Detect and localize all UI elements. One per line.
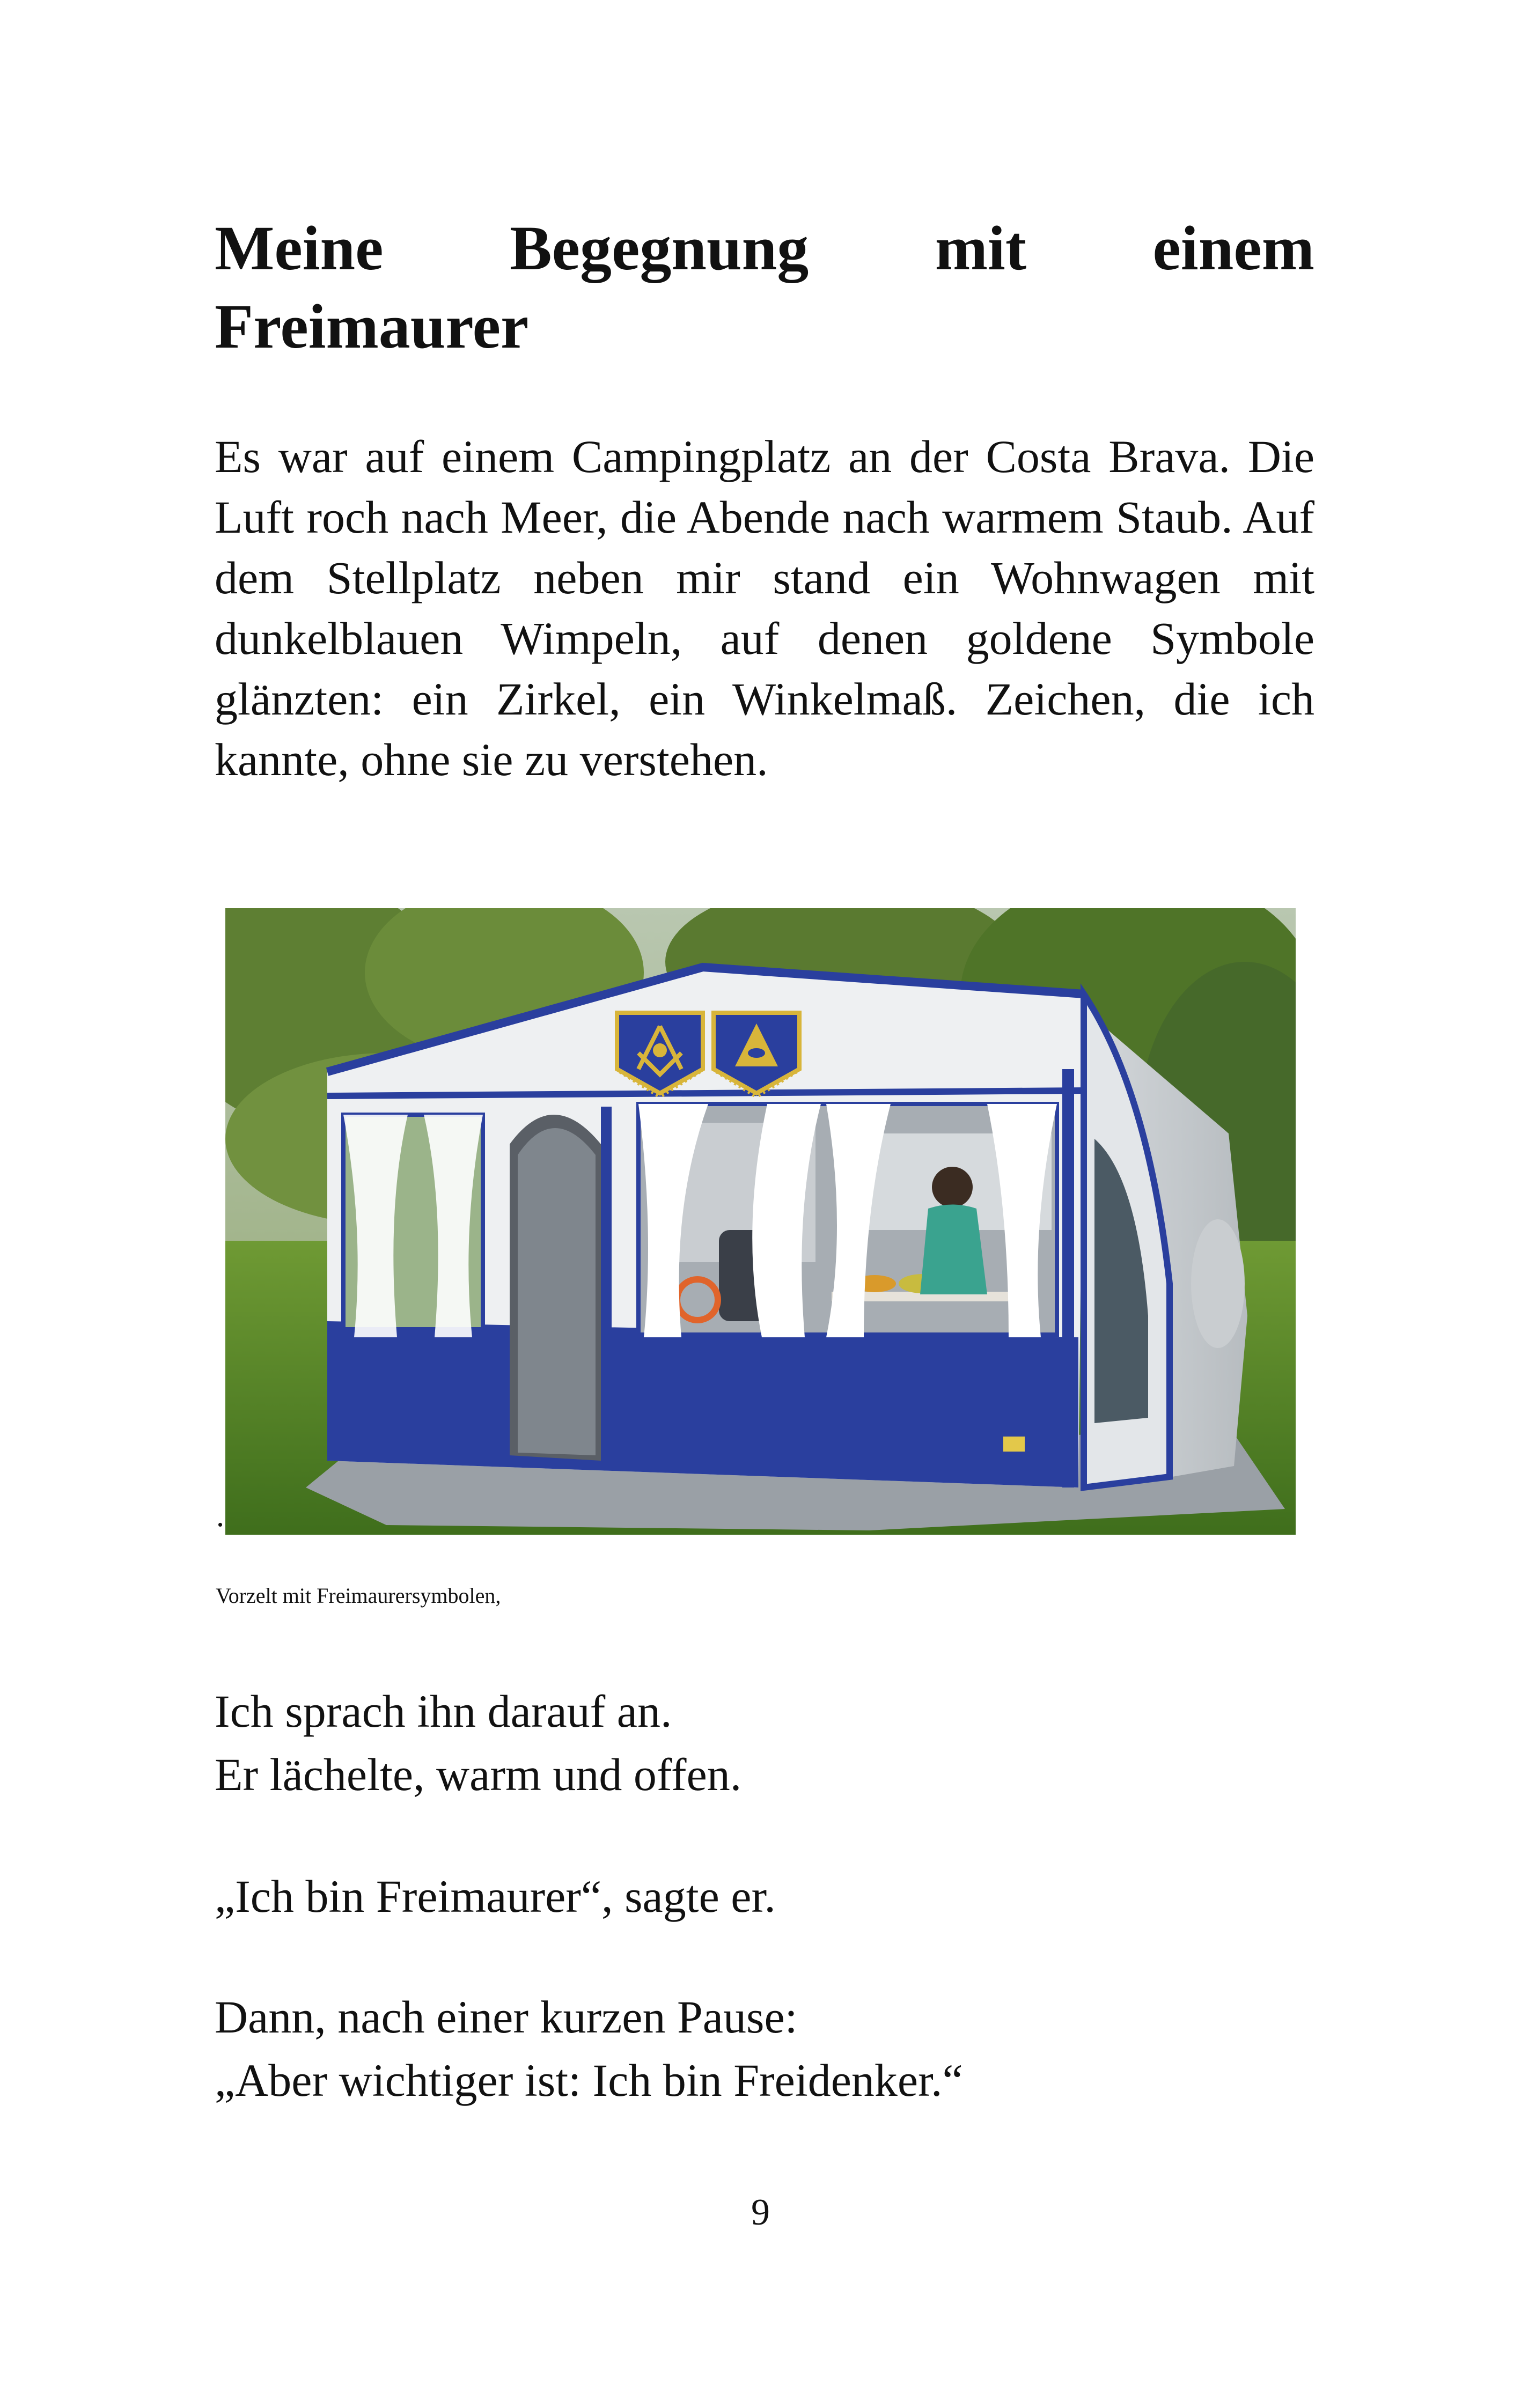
intro-paragraph: Es war auf einem Campingplatz an der Costa Brava. Die Luft roch nach Meer, die Abende nach warmem Staub. Auf dem Stellplatz neben mir stand ein Wohnwagen mit dunkelblauen Wimpeln, auf denen goldene Symbole glänzten: ein Zirkel, ein Winkelmaß. Zeichen, die ich kannte, ohne sie zu verstehen.: [215, 431, 1314, 785]
chapter-title: [215, 209, 1314, 366]
paragraph-1-line-2: Er lächelte, warm und offen.: [215, 1749, 742, 1800]
stray-period: .: [216, 1498, 224, 1533]
page-number: 9: [751, 2192, 770, 2233]
chapter-title-line-2: Freimaurer: [215, 291, 529, 362]
title-word-2: Begegnung: [509, 213, 809, 283]
title-word-3: mit: [935, 213, 1027, 283]
paragraph-3-line-1: Dann, nach einer kurzen Pause:: [215, 1991, 798, 2043]
title-word-4: einem: [1152, 213, 1314, 283]
paragraph-1-line-1: Ich sprach ihn darauf an.: [215, 1685, 672, 1737]
chapter-title-line-1: [215, 209, 1314, 288]
photo-caption: Vorzelt mit Freimaurersymbolen,: [216, 1584, 501, 1608]
title-word-1: Meine: [215, 213, 384, 283]
awning-tent-photo: [225, 908, 1296, 1535]
paragraph-3-line-2: „Aber wichtiger ist: Ich bin Freidenker.“: [215, 2054, 963, 2106]
paragraph-2: „Ich bin Freimaurer“, sagte er.: [215, 1871, 776, 1922]
